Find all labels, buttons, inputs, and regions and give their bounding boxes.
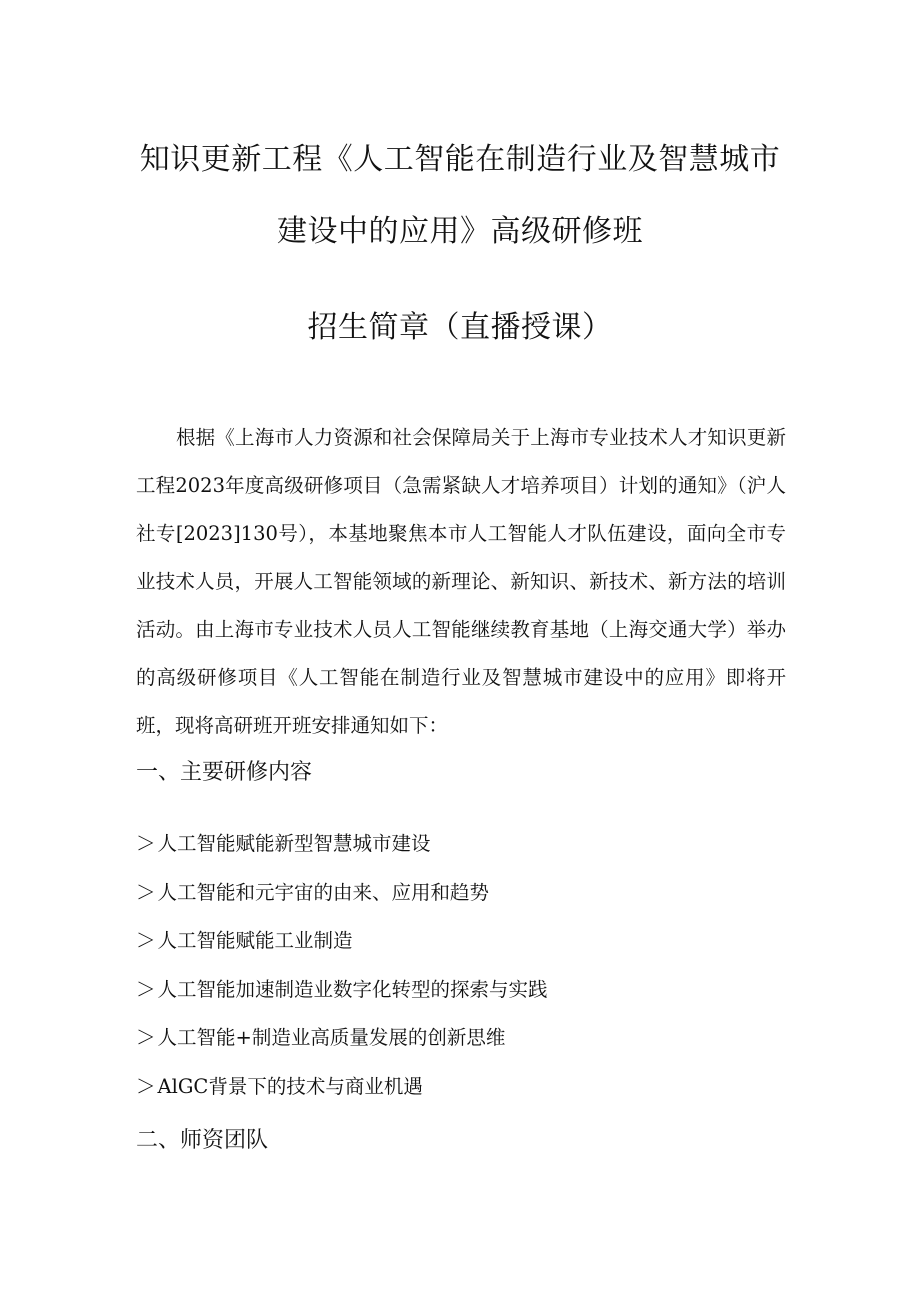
topic-list [136, 824, 548, 1115]
section-heading-main-content: 一、主要研修内容 [136, 760, 313, 785]
arrow-marker-icon: ＞ [136, 977, 156, 1001]
arrow-marker-icon: ＞ [136, 832, 156, 855]
document-title-line-1: 知识更新工程《人工智能在制造行业及智慧城市 [139, 142, 781, 177]
arrow-marker-icon: ＞ [136, 929, 156, 952]
arrow-marker-icon: ＞ [136, 1026, 156, 1049]
document-subtitle: 招生简章（直播授课） [307, 310, 613, 345]
section-heading-faculty: 二、师资团队 [136, 1128, 269, 1153]
arrow-marker-icon: ＞ [136, 1074, 156, 1098]
list-item [136, 1018, 548, 1067]
list-item [136, 1067, 548, 1116]
topic-text: 人工智能赋能新型智慧城市建设 [157, 832, 431, 855]
intro-paragraph: 根据《上海市人力资源和社会保障局关于上海市专业技术人才知识更新工程2023年度高级研修项目（急需紧缺人才培养项目）计划的通知》（沪人社专[2023]130号），本基地聚焦本市人工智能人才队伍建设，面向全市专业技术人员，开展人工智能领域的新理论、新知识、新技术、新方法的培训活动。由上海市专业技术人员人工智能继续教育基地（上海交通大学）举办的高级研修项目《人工智能在制造行业及智慧城市建设中的应用》即将开班，现将高研班开班安排通知如下： [136, 425, 786, 737]
arrow-marker-icon: ＞ [136, 880, 156, 904]
topic-text: 人工智能赋能工业制造 [157, 929, 353, 952]
list-item [136, 824, 548, 873]
topic-text: AlGC背景下的技术与商业机遇 [157, 1074, 423, 1098]
list-item [136, 921, 548, 970]
topic-text: 人工智能和元宇宙的由来、应用和趋势 [157, 880, 490, 904]
topic-text: 人工智能加速制造业数字化转型的探索与实践 [157, 977, 548, 1001]
list-item [136, 970, 548, 1019]
topic-text: 人工智能+制造业高质量发展的创新思维 [157, 1026, 506, 1049]
list-item [136, 873, 548, 922]
document-title-line-2: 建设中的应用》高级研修班 [277, 214, 643, 249]
